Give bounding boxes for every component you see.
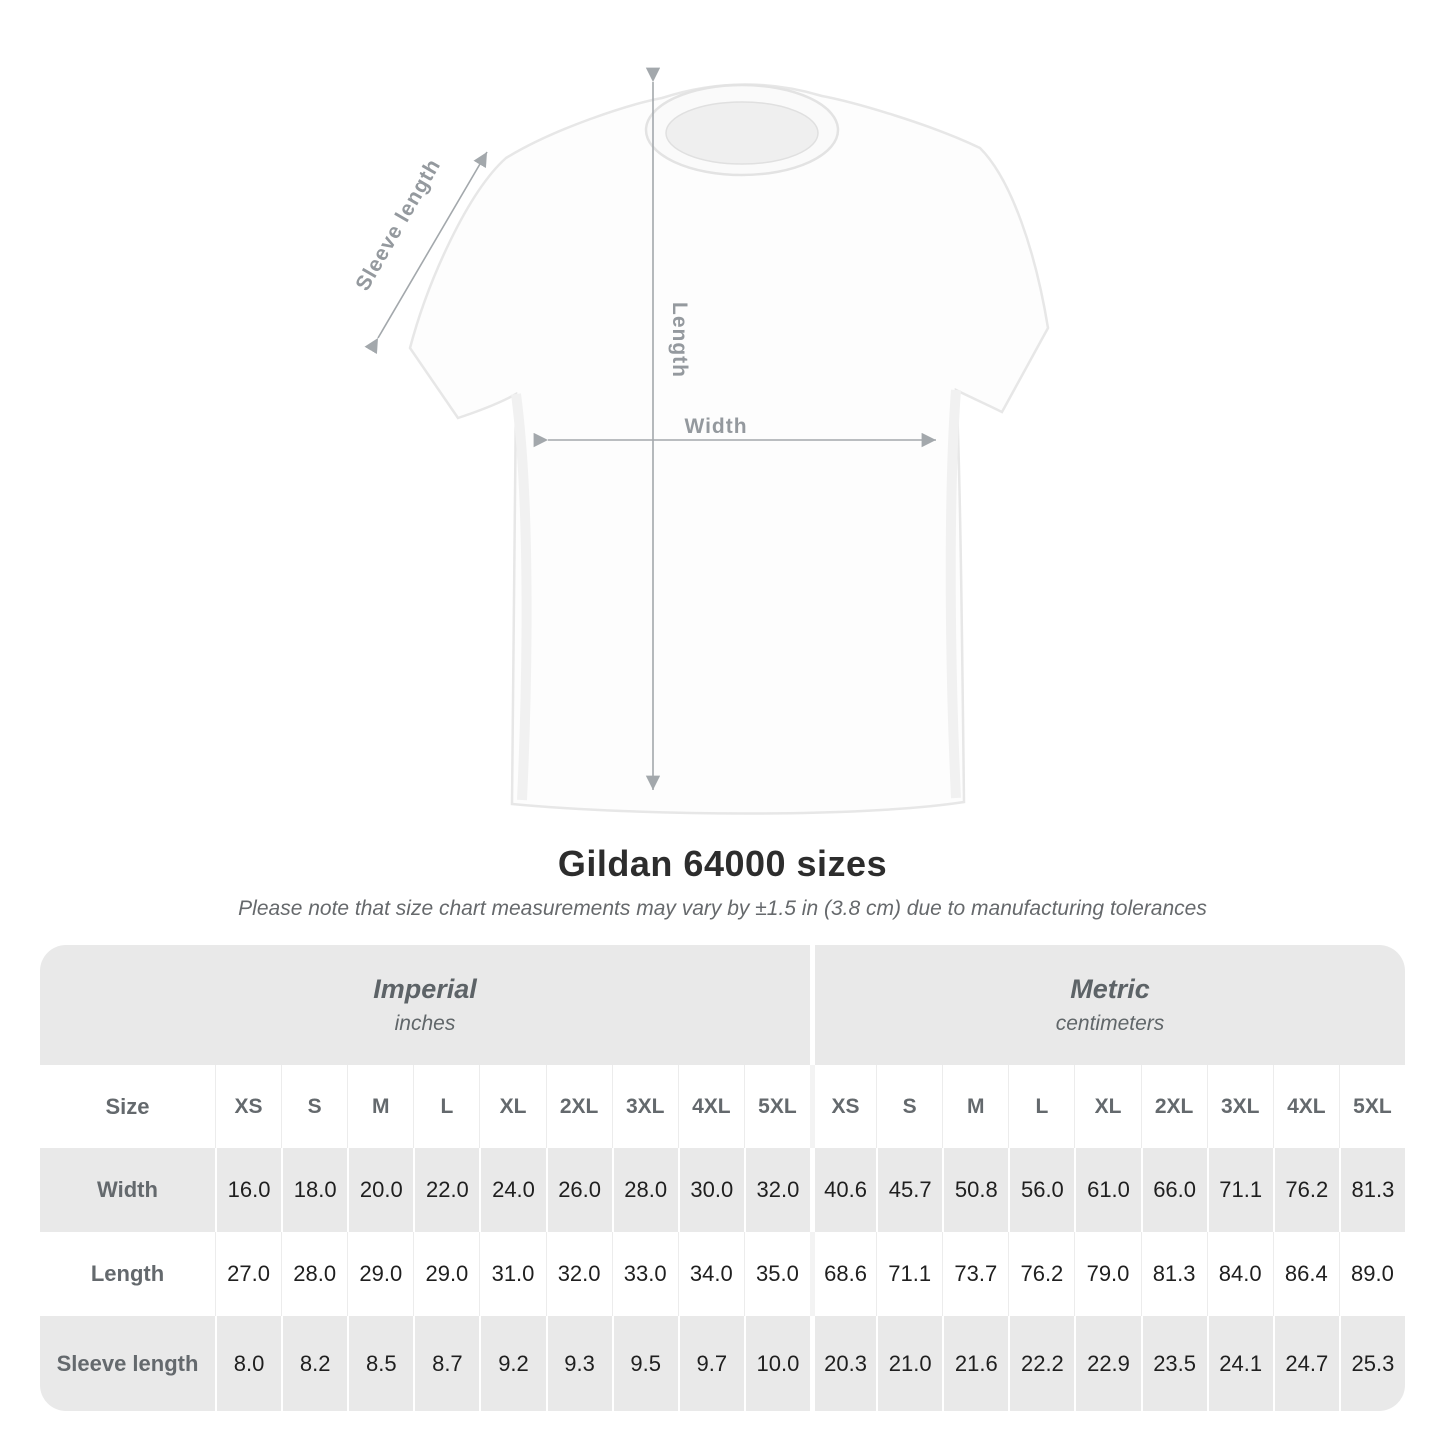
value-cell: 24.0 — [479, 1148, 545, 1232]
value-cell: 16.0 — [215, 1148, 281, 1232]
col-header-cell: 3XL — [612, 1065, 678, 1148]
value-cell: 22.0 — [413, 1148, 479, 1232]
size-table — [40, 945, 1405, 1411]
value-cell: 8.0 — [215, 1316, 281, 1411]
value-cell: 86.4 — [1273, 1232, 1339, 1316]
value-cell: 9.2 — [479, 1316, 545, 1411]
size-row-label: Size — [40, 1065, 215, 1148]
value-cell: 24.7 — [1273, 1316, 1339, 1411]
value-cell: 32.0 — [744, 1148, 810, 1232]
value-cell: 22.2 — [1008, 1316, 1074, 1411]
size-table-wrap — [40, 945, 1405, 1411]
collar-opening — [666, 102, 818, 164]
value-cell: 20.3 — [810, 1316, 876, 1411]
value-cell: 18.0 — [281, 1148, 347, 1232]
value-cell: 9.3 — [546, 1316, 612, 1411]
value-cell: 34.0 — [678, 1232, 744, 1316]
value-cell: 9.5 — [612, 1316, 678, 1411]
value-cell: 21.0 — [876, 1316, 942, 1411]
value-cell: 24.1 — [1207, 1316, 1273, 1411]
length-label: Length — [668, 302, 691, 378]
value-cell: 22.9 — [1074, 1316, 1140, 1411]
value-cell: 79.0 — [1074, 1232, 1140, 1316]
col-header-cell: 3XL — [1207, 1065, 1273, 1148]
value-cell: 81.3 — [1339, 1148, 1405, 1232]
value-cell: 28.0 — [612, 1148, 678, 1232]
value-cell: 35.0 — [744, 1232, 810, 1316]
col-header-cell: 5XL — [1339, 1065, 1405, 1148]
value-cell: 33.0 — [612, 1232, 678, 1316]
col-header-cell: 4XL — [678, 1065, 744, 1148]
value-cell: 40.6 — [810, 1148, 876, 1232]
value-cell: 26.0 — [546, 1148, 612, 1232]
shirt-fold-right — [951, 390, 956, 798]
value-cell: 71.1 — [1207, 1148, 1273, 1232]
value-cell: 71.1 — [876, 1232, 942, 1316]
col-header-cell: L — [413, 1065, 479, 1148]
row-label-cell: Length — [40, 1232, 215, 1316]
row-label-cell: Width — [40, 1148, 215, 1232]
value-cell: 27.0 — [215, 1232, 281, 1316]
width-label: Width — [684, 415, 748, 438]
value-cell: 30.0 — [678, 1148, 744, 1232]
value-cell: 45.7 — [876, 1148, 942, 1232]
value-cell: 76.2 — [1273, 1148, 1339, 1232]
col-header-cell: XL — [1074, 1065, 1140, 1148]
metric-title: Metric — [1070, 974, 1150, 1004]
value-cell: 21.6 — [942, 1316, 1008, 1411]
tshirt-diagram — [300, 30, 1160, 840]
metric-header — [810, 945, 1405, 1065]
value-cell: 56.0 — [1008, 1148, 1074, 1232]
row-label-cell: Sleeve length — [40, 1316, 215, 1411]
value-cell: 29.0 — [347, 1232, 413, 1316]
col-header-cell: XS — [215, 1065, 281, 1148]
col-header-cell: S — [281, 1065, 347, 1148]
sleeve-length-label: Sleeve length — [351, 154, 446, 295]
col-header-cell: L — [1008, 1065, 1074, 1148]
value-cell: 29.0 — [413, 1232, 479, 1316]
value-cell: 89.0 — [1339, 1232, 1405, 1316]
col-header-cell: 4XL — [1273, 1065, 1339, 1148]
value-cell: 50.8 — [942, 1148, 1008, 1232]
value-cell: 8.7 — [413, 1316, 479, 1411]
page-subtitle: Please note that size chart measurements may vary by ±1.5 in (3.8 cm) due to manufacturing tolerances — [238, 897, 1207, 920]
value-cell: 32.0 — [546, 1232, 612, 1316]
value-cell: 84.0 — [1207, 1232, 1273, 1316]
value-cell: 8.2 — [281, 1316, 347, 1411]
col-header-cell: XS — [810, 1065, 876, 1148]
value-cell: 25.3 — [1339, 1316, 1405, 1411]
imperial-header — [40, 945, 810, 1065]
col-header-cell: S — [876, 1065, 942, 1148]
value-cell: 23.5 — [1141, 1316, 1207, 1411]
col-header-cell: 2XL — [1141, 1065, 1207, 1148]
value-cell: 68.6 — [810, 1232, 876, 1316]
imperial-unit: inches — [394, 1012, 456, 1035]
col-header-cell: 2XL — [546, 1065, 612, 1148]
value-cell: 10.0 — [744, 1316, 810, 1411]
value-cell: 8.5 — [347, 1316, 413, 1411]
value-cell: 81.3 — [1141, 1232, 1207, 1316]
value-cell: 76.2 — [1008, 1232, 1074, 1316]
page-title: Gildan 64000 sizes — [557, 843, 888, 884]
value-cell: 31.0 — [479, 1232, 545, 1316]
value-cell: 61.0 — [1074, 1148, 1140, 1232]
metric-unit: centimeters — [1055, 1012, 1165, 1035]
col-header-cell: XL — [479, 1065, 545, 1148]
col-header-cell: 5XL — [744, 1065, 810, 1148]
value-cell: 28.0 — [281, 1232, 347, 1316]
col-header-cell: M — [347, 1065, 413, 1148]
value-cell: 20.0 — [347, 1148, 413, 1232]
value-cell: 66.0 — [1141, 1148, 1207, 1232]
value-cell: 9.7 — [678, 1316, 744, 1411]
imperial-title: Imperial — [373, 974, 477, 1004]
tshirt-illustration — [410, 84, 1048, 813]
col-header-cell: M — [942, 1065, 1008, 1148]
value-cell: 73.7 — [942, 1232, 1008, 1316]
